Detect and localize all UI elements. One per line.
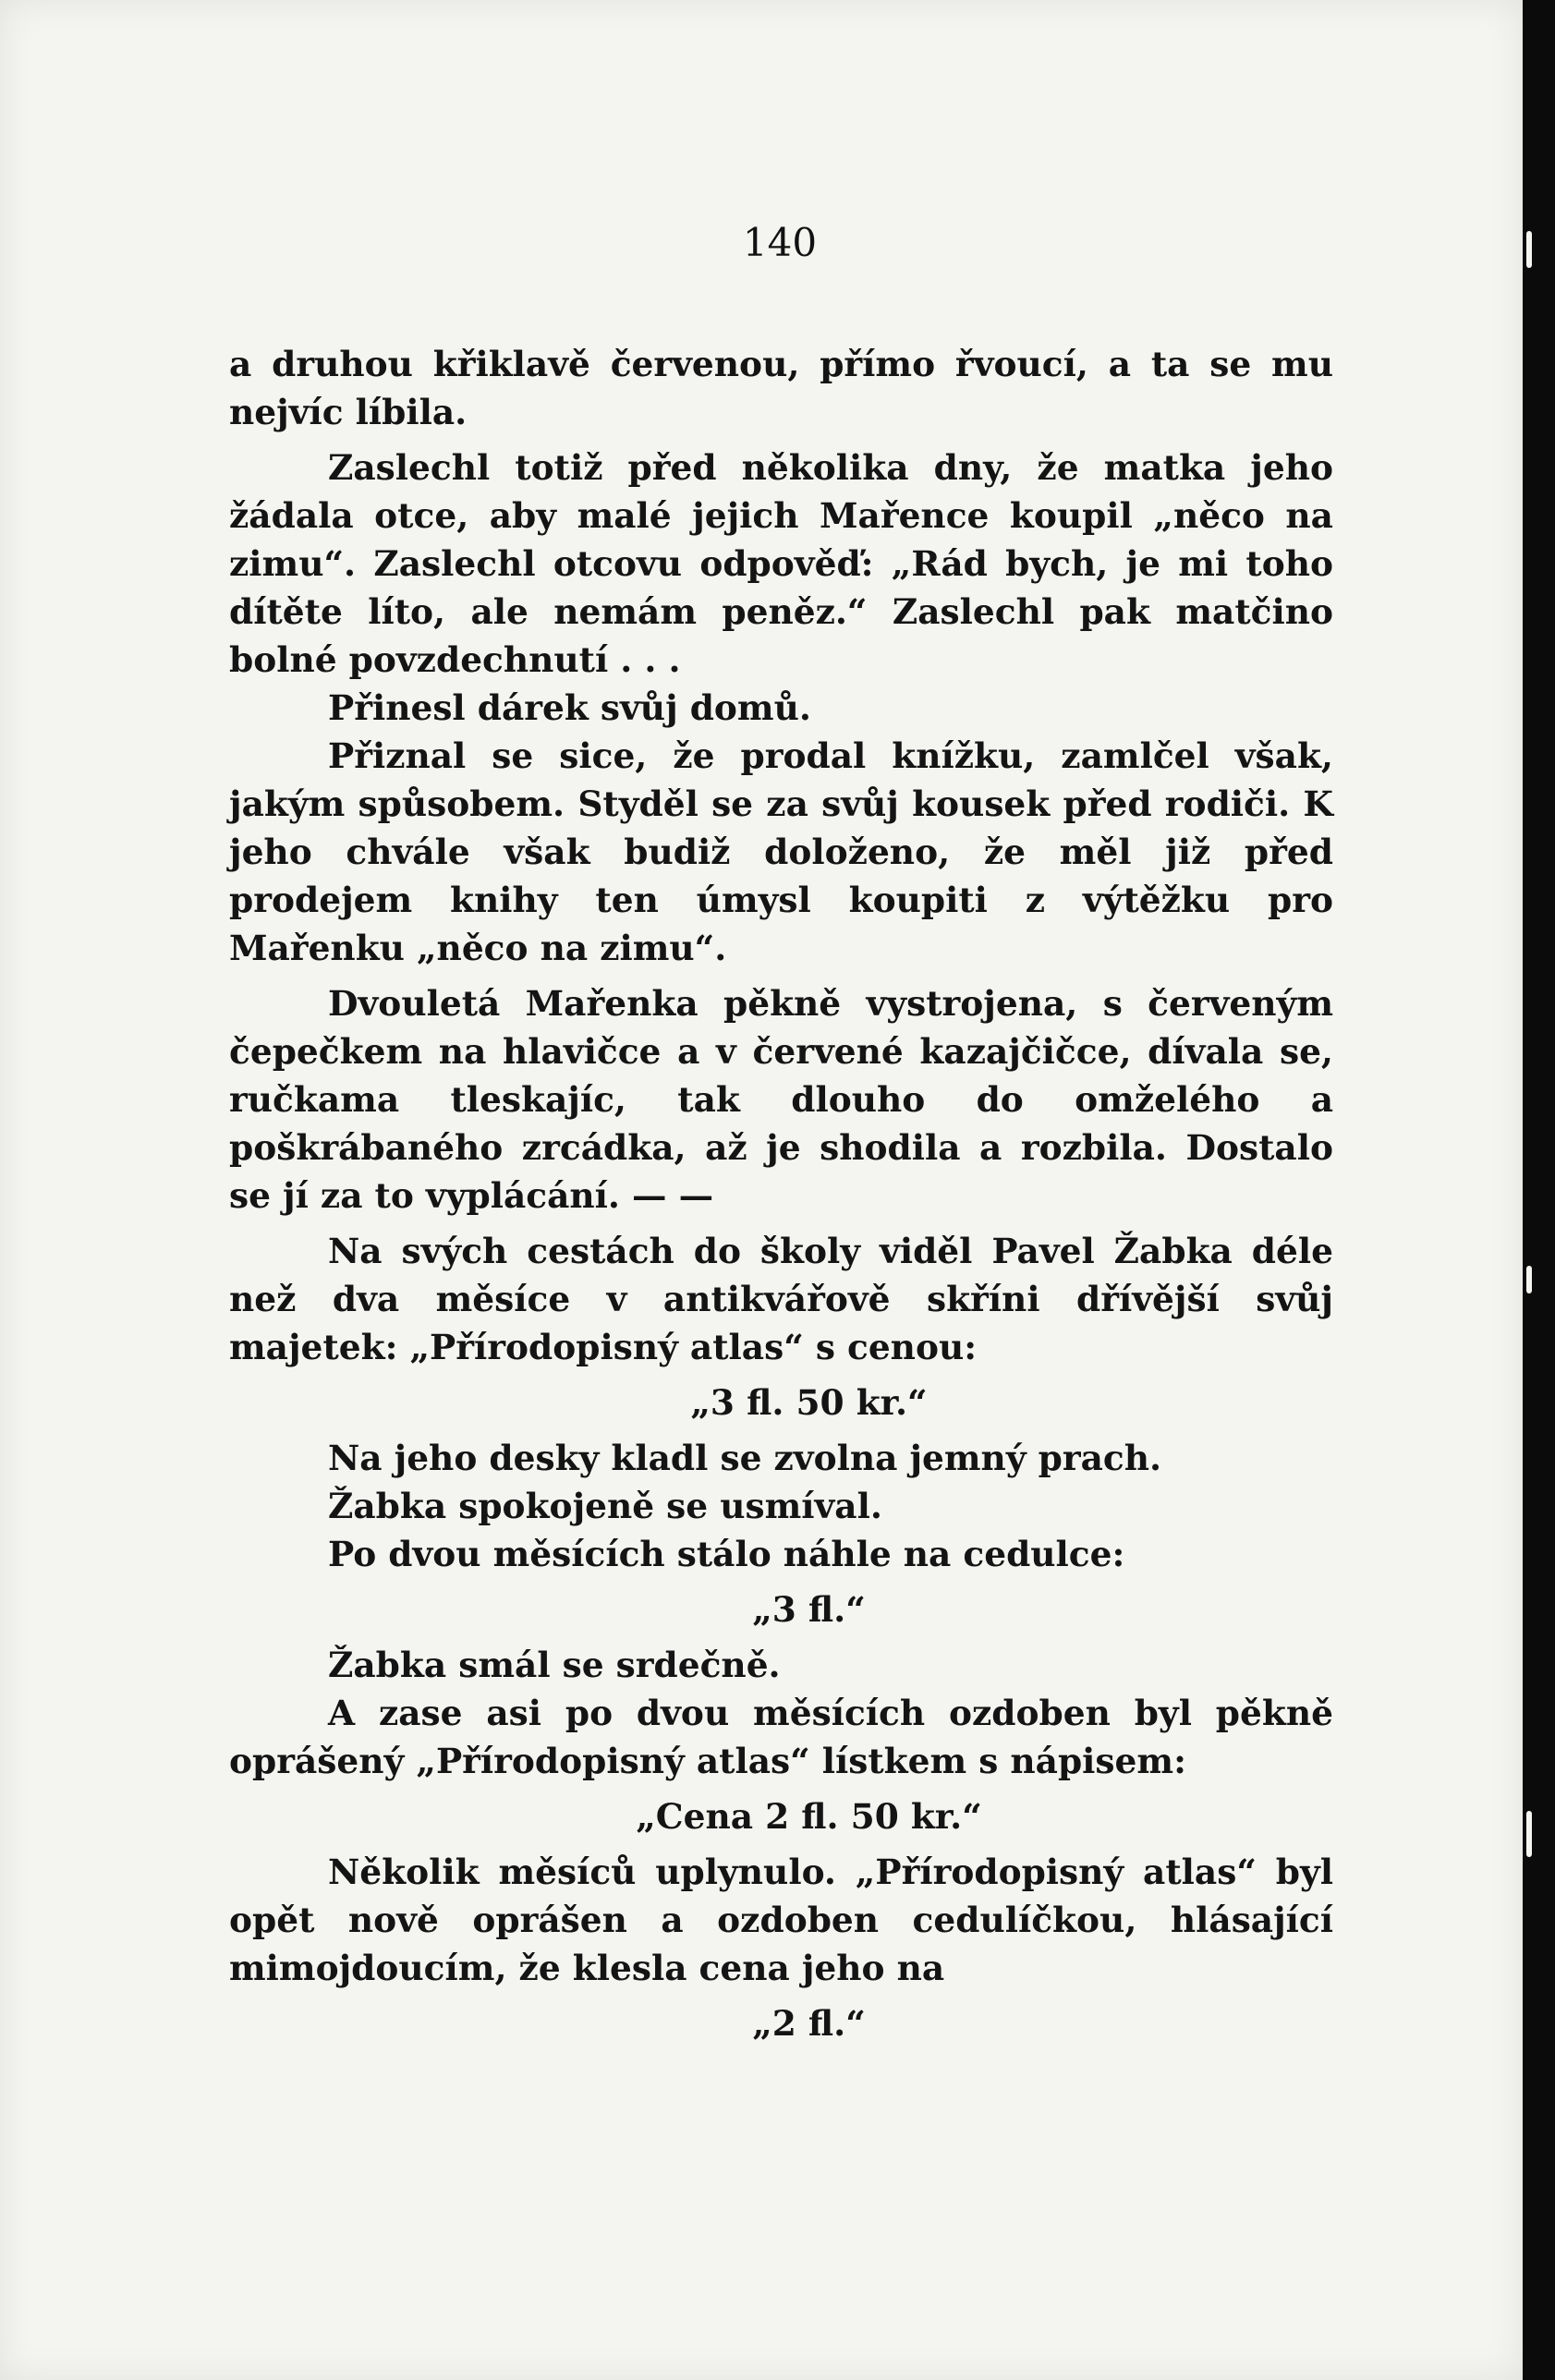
paragraph: a druhou křiklavě červenou, přímo řvoucí, a ta se mu nejvíc líbila. <box>229 344 1333 432</box>
price-label: „3 fl.“ <box>752 1589 866 1630</box>
paragraph: Několik měsíců uplynulo. „Přírodopisný atlas“ byl opět nově oprášen a ozdoben cedulíčkou, hlásající mimojdoucím, že klesla cena jeho na <box>229 1852 1333 1988</box>
paragraph: Po dvou měsících stálo náhle na cedulce: <box>328 1534 1125 1574</box>
paragraph: Žabka smál se srdečně. <box>328 1645 781 1685</box>
edge-mark <box>1526 231 1532 268</box>
edge-mark <box>1526 1266 1532 1293</box>
edge-mark <box>1526 1811 1532 1857</box>
page-text <box>229 340 1333 2047</box>
paragraph: Přinesl dárek svůj domů. <box>328 687 811 728</box>
price-label: „3 fl. 50 kr.“ <box>690 1382 928 1423</box>
paragraph: Na jeho desky kladl se zvolna jemný prach. <box>328 1438 1162 1478</box>
paragraph: Žabka spokojeně se usmíval. <box>328 1486 882 1526</box>
scan-border <box>1523 0 1555 2380</box>
paragraph: Na svých cestách do školy viděl Pavel Žabka déle než dva měsíce v antikvářově skříni dřívější svůj majetek: „Přírodopisný atlas“ s cenou: <box>229 1231 1333 1367</box>
price-label: „Cena 2 fl. 50 kr.“ <box>636 1796 982 1837</box>
paragraph: Zaslechl totiž před několika dny, že matka jeho žádala otce, aby malé jejich Mařence koupil „něco na zimu“. Zaslechl otcovu odpověď: „Rád bych, je mi toho dítěte líto, ale nemám peněz.“ Zaslechl pak matčino bolné povzdechnutí . . . <box>229 447 1333 680</box>
page-number: 140 <box>742 220 818 265</box>
paragraph: Dvouletá Mařenka pěkně vystrojena, s červeným čepečkem na hlavičce a v červené kazajčičce, dívala se, ručkama tleskajíc, tak dlouho do omželého a poškrábaného zrcádka, až je shodila a rozbila. Dostalo se jí za to vyplácání. — — <box>229 983 1333 1216</box>
paragraph: Přiznal se sice, že prodal knížku, zamlčel však, jakým spůsobem. Styděl se za svůj kousek před rodiči. K jeho chvále však budiž doloženo, že měl již před prodejem knihy ten úmysl koupiti z výtěžku pro Mařenku „něco na zimu“. <box>229 735 1333 968</box>
paragraph: A zase asi po dvou měsících ozdoben byl pěkně oprášený „Přírodopisný atlas“ lístkem s nápisem: <box>229 1693 1333 1781</box>
price-label: „2 fl.“ <box>752 2003 866 2044</box>
